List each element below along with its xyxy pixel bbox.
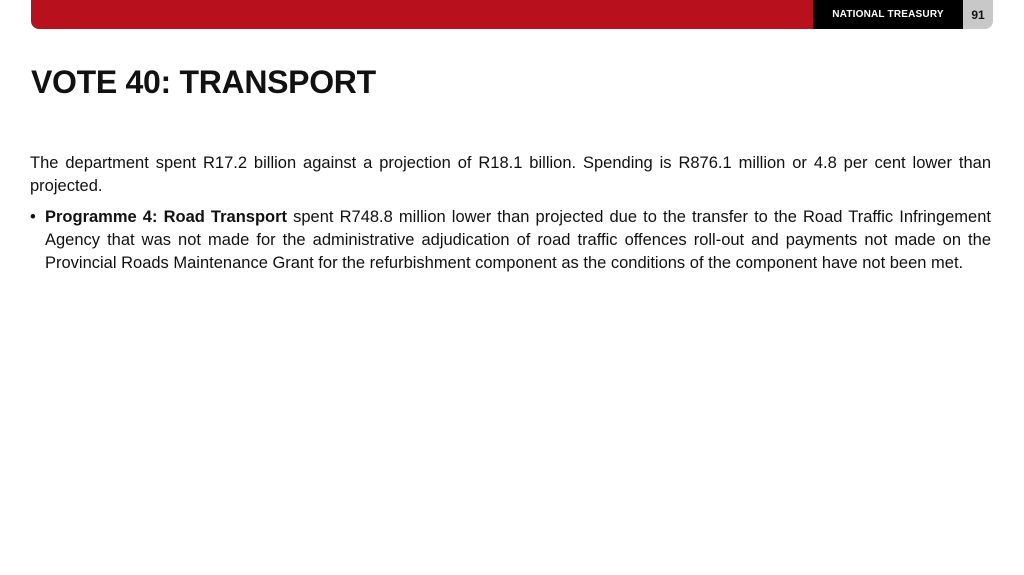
list-item [30, 206, 991, 275]
page-number: 91 [963, 0, 993, 29]
bullet-text: spent R748.8 million lower than projected due to the transfer to the Road Traffic Infringement Agency that was not made for the administrative adjudication of road traffic offences roll-out and payments not made on the Provincial Roads Maintenance Grant for the refurbishment component as the conditions of the component have not been met. [45, 208, 991, 272]
header-red-band [31, 0, 813, 29]
bullet-lead: Programme 4: Road Transport [45, 208, 288, 226]
brand-label: NATIONAL TREASURY [813, 0, 963, 29]
intro-paragraph: The department spent R17.2 billion against a projection of R18.1 billion. Spending is R876.1 million or 4.8 per cent lower than projected. [30, 154, 991, 195]
page-title: VOTE 40: TRANSPORT [31, 64, 376, 100]
slide-body [30, 152, 991, 275]
bullet-icon: • [30, 208, 36, 226]
